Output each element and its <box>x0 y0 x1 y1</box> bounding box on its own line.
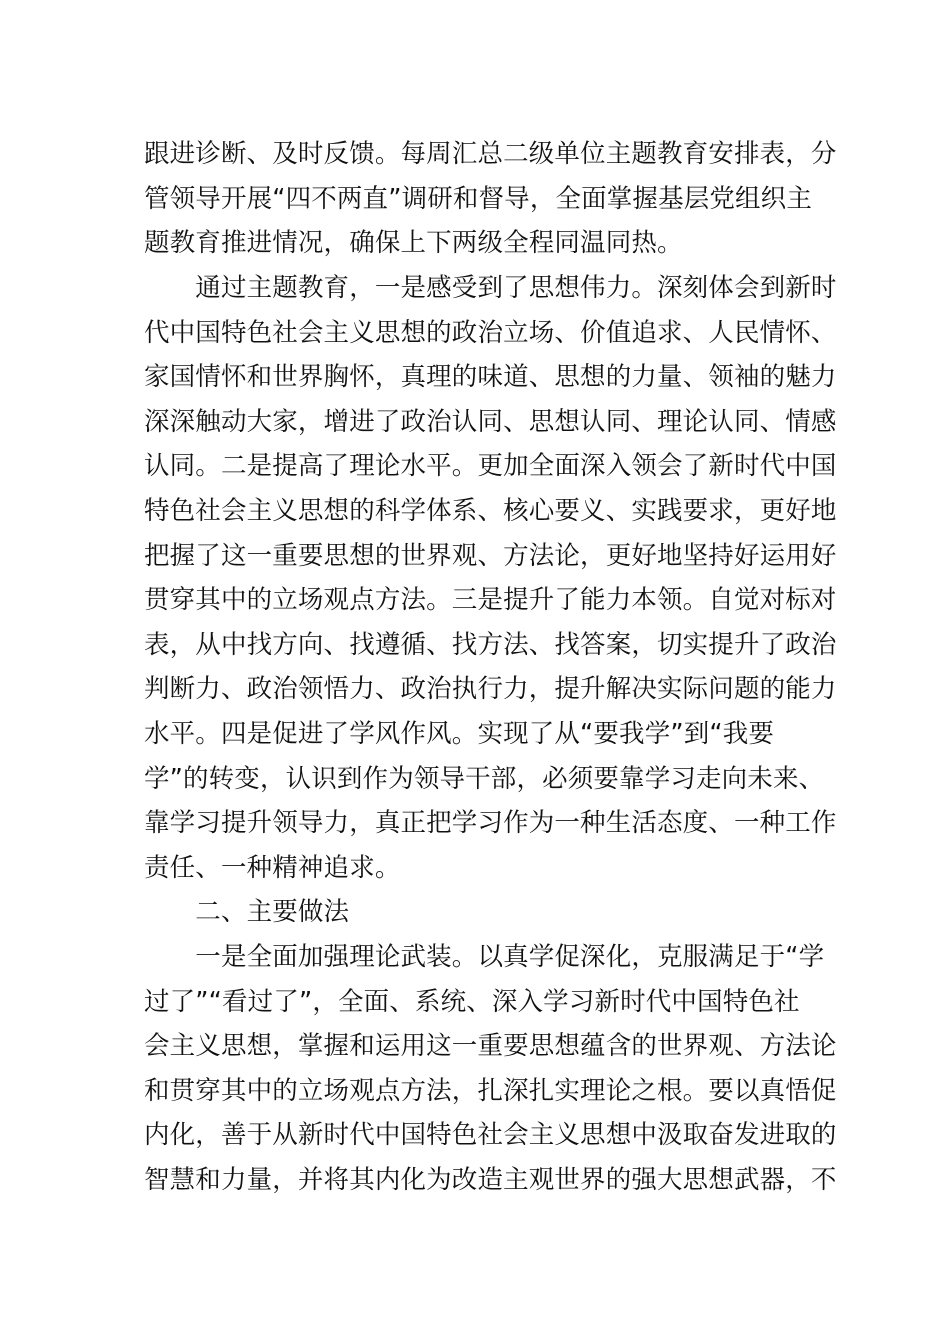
text-line: 表，从中找方向、找遵循、找方法、找答案，切实提升了政治 <box>144 630 837 660</box>
text-line: 内化，善于从新时代中国特色社会主义思想中汲取奋发进取的 <box>144 1120 837 1150</box>
text-line: 判断力、政治领悟力、政治执行力，提升解决实际问题的能力 <box>144 674 837 704</box>
text-line: 把握了这一重要思想的世界观、方法论，更好地坚持好运用好 <box>144 541 837 571</box>
text-line: 过了”“看过了”，全面、系统、深入学习新时代中国特色社 <box>144 987 800 1017</box>
text-line: 代中国特色社会主义思想的政治立场、价值追求、人民情怀、 <box>144 318 837 348</box>
text-line: 会主义思想，掌握和运用这一重要思想蕴含的世界观、方法论 <box>144 1031 837 1061</box>
text-line: 学”的转变，认识到作为领导干部，必须要靠学习走向未来、 <box>144 764 825 794</box>
text-line: 家国情怀和世界胸怀，真理的味道、思想的力量、领袖的魅力 <box>144 362 837 392</box>
text-line: 贯穿其中的立场观点方法。三是提升了能力本领。自觉对标对 <box>144 585 837 615</box>
text-line: 深深触动大家，增进了政治认同、思想认同、理论认同、情感 <box>144 407 837 437</box>
text-line: 水平。四是促进了学风作风。实现了从“要我学”到“我要 <box>144 719 775 749</box>
text-line: 和贯穿其中的立场观点方法，扎深扎实理论之根。要以真悟促 <box>144 1076 837 1106</box>
text-line: 靠学习提升领导力，真正把学习作为一种生活态度、一种工作 <box>144 808 837 838</box>
paragraph-start-line: 一是全面加强理论武装。以真学促深化，克服满足于“学 <box>144 942 825 972</box>
text-line: 题教育推进情况，确保上下两级全程同温同热。 <box>144 228 683 258</box>
text-line: 跟进诊断、及时反馈。每周汇总二级单位主题教育安排表，分 <box>144 139 837 169</box>
text-line: 认同。二是提高了理论水平。更加全面深入领会了新时代中国 <box>144 451 837 481</box>
text-line: 管领导开展“四不两直”调研和督导，全面掌握基层党组织主 <box>144 184 812 214</box>
paragraph-start-line: 通过主题教育，一是感受到了思想伟力。深刻体会到新时 <box>144 273 837 303</box>
text-line: 智慧和力量，并将其内化为改造主观世界的强大思想武器，不 <box>144 1165 837 1195</box>
text-line: 责任、一种精神追求。 <box>144 853 401 883</box>
text-line: 特色社会主义思想的科学体系、核心要义、实践要求，更好地 <box>144 496 837 526</box>
section-heading: 二、主要做法 <box>144 897 350 927</box>
